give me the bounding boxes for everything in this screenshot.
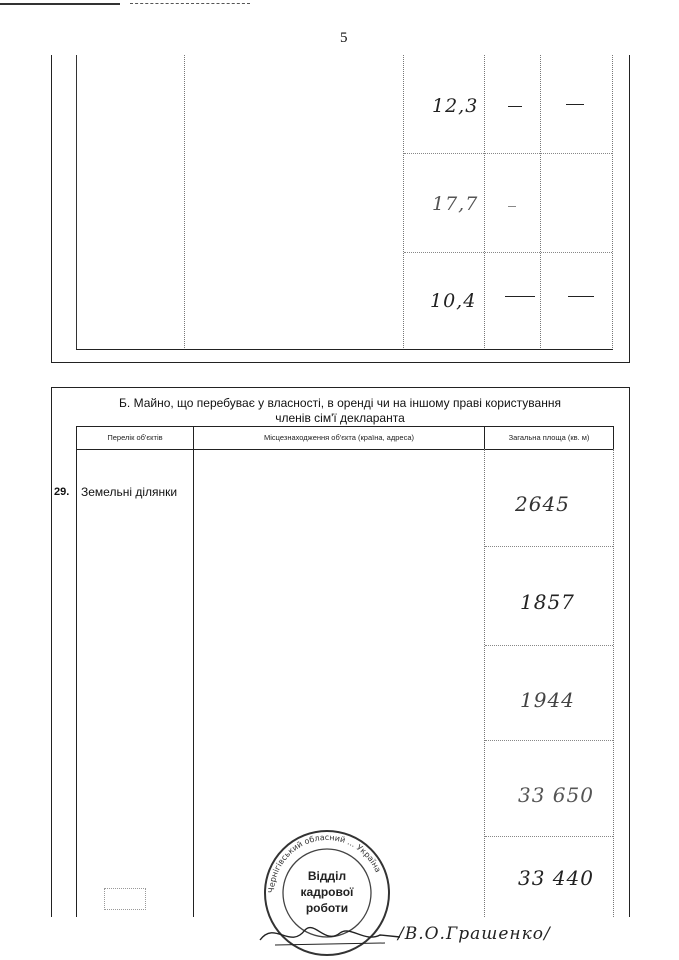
stamp-line3: роботи: [305, 901, 349, 915]
scan-edge-mark: [130, 3, 250, 4]
header-location: Місцезнаходження об'єкта (країна, адреса): [264, 433, 414, 442]
header-objects: Перелік об'єктів: [107, 433, 163, 442]
row-number: 29.: [54, 486, 70, 498]
row-label: Земельні ділянки: [81, 485, 178, 499]
stamp-line2: кадрової: [300, 885, 354, 899]
land-area-value: 2645: [515, 492, 570, 516]
header-area: Загальна площа (кв. м): [508, 433, 590, 442]
upper-area-value: 12,3: [432, 95, 479, 117]
upper-dash: [568, 296, 594, 297]
upper-dash: [505, 296, 535, 297]
section-b-title-line1: Б. Майно, що перебуває у власності, в оренді чи на іншому праві користування: [119, 396, 561, 410]
stamp-line1: Відділ: [307, 869, 347, 883]
scan-edge-mark: [0, 3, 120, 5]
land-area-value: 1857: [520, 590, 575, 614]
upper-area-value: 10,4: [430, 290, 477, 312]
page-number: 5: [340, 30, 348, 46]
signature-scribble: [255, 915, 405, 955]
upper-dash: [508, 106, 522, 107]
section-b-title-line2: членів сім'ї декларанта: [275, 411, 405, 425]
section-b-title: [70, 396, 610, 426]
signature-name: /В.О.Грашенко/: [398, 924, 551, 944]
land-area-value: 33 440: [518, 866, 594, 890]
upper-dash: [508, 206, 516, 207]
land-area-value: 1944: [520, 688, 575, 712]
scan-artifact: [104, 888, 146, 910]
stamp-ring-text: Чернігівський обласний ... Україна: [266, 832, 383, 894]
land-area-value: 33 650: [518, 783, 594, 807]
upper-dash: [566, 104, 584, 105]
upper-area-value: 17,7: [432, 193, 479, 215]
